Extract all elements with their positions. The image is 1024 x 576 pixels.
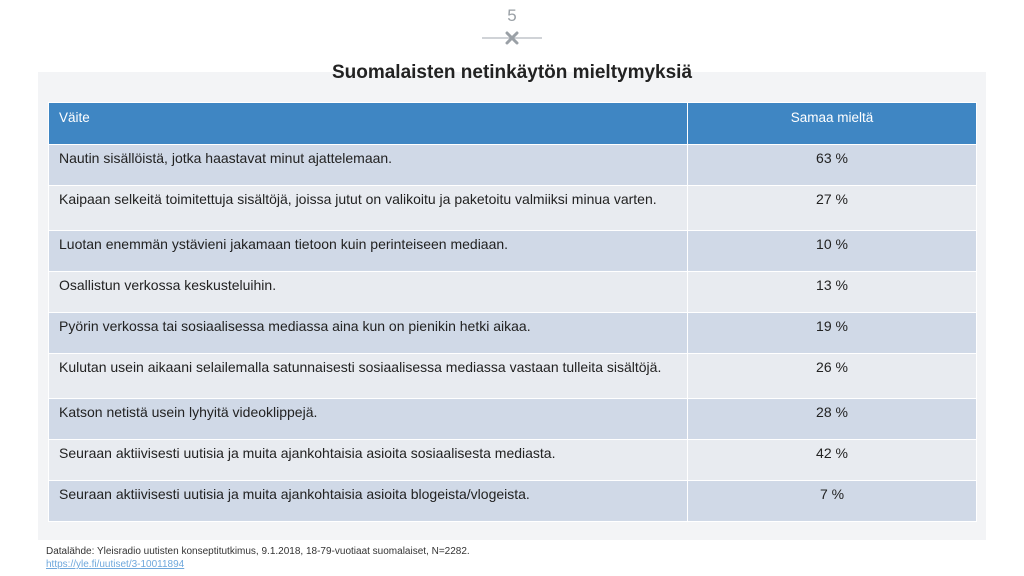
table-row [49, 440, 977, 481]
statement-cell: Osallistun verkossa keskusteluihin. [49, 272, 688, 313]
table-row [49, 272, 977, 313]
share-cell: 13 % [688, 272, 977, 313]
share-cell: 42 % [688, 440, 977, 481]
statement-cell: Seuraan aktiivisesti uutisia ja muita ajankohtaisia asioita blogeista/vlogeista. [49, 481, 688, 522]
slide-title: Suomalaisten netinkäytön mieltymyksiä [331, 62, 693, 83]
table-row [49, 481, 977, 522]
table-row [49, 186, 977, 231]
statement-cell: Seuraan aktiivisesti uutisia ja muita ajankohtaisia asioita sosiaalisesta mediasta. [49, 440, 688, 481]
share-cell: 7 % [688, 481, 977, 522]
header-agree: Samaa mieltä [688, 103, 977, 145]
survey-table [48, 102, 977, 522]
table-row [49, 231, 977, 272]
share-cell: 28 % [688, 399, 977, 440]
statement-cell: Pyörin verkossa tai sosiaalisessa mediassa aina kun on pienikin hetki aikaa. [49, 313, 688, 354]
table-row [49, 313, 977, 354]
source-link[interactable]: https://yle.fi/uutiset/3-10011894 [46, 559, 185, 570]
table-row [49, 145, 977, 186]
table-row [49, 399, 977, 440]
table-row [49, 354, 977, 399]
share-cell: 26 % [688, 354, 977, 399]
statement-cell: Katson netistä usein lyhyitä videoklippejä. [49, 399, 688, 440]
table-header-row [49, 103, 977, 145]
header-statement: Väite [49, 103, 688, 145]
share-cell: 27 % [688, 186, 977, 231]
statement-cell: Kaipaan selkeitä toimitettuja sisältöjä, joissa jutut on valikoitu ja paketoitu valmiiksi minua varten. [49, 186, 688, 231]
statement-cell: Luotan enemmän ystävieni jakamaan tietoon kuin perinteiseen mediaan. [49, 231, 688, 272]
cross-divider-icon [482, 30, 542, 46]
share-cell: 10 % [688, 231, 977, 272]
statement-cell: Kulutan usein aikaani selailemalla satunnaisesti sosiaalisessa mediassa vastaan tulleita sisältöjä. [49, 354, 688, 399]
share-cell: 63 % [688, 145, 977, 186]
source-note: Datalähde: Yleisradio uutisten konseptitutkimus, 9.1.2018, 18-79-vuotiaat suomalaiset, N=2282. [46, 546, 470, 557]
page-number: 5 [507, 6, 517, 25]
share-cell: 19 % [688, 313, 977, 354]
statement-cell: Nautin sisällöistä, jotka haastavat minut ajattelemaan. [49, 145, 688, 186]
